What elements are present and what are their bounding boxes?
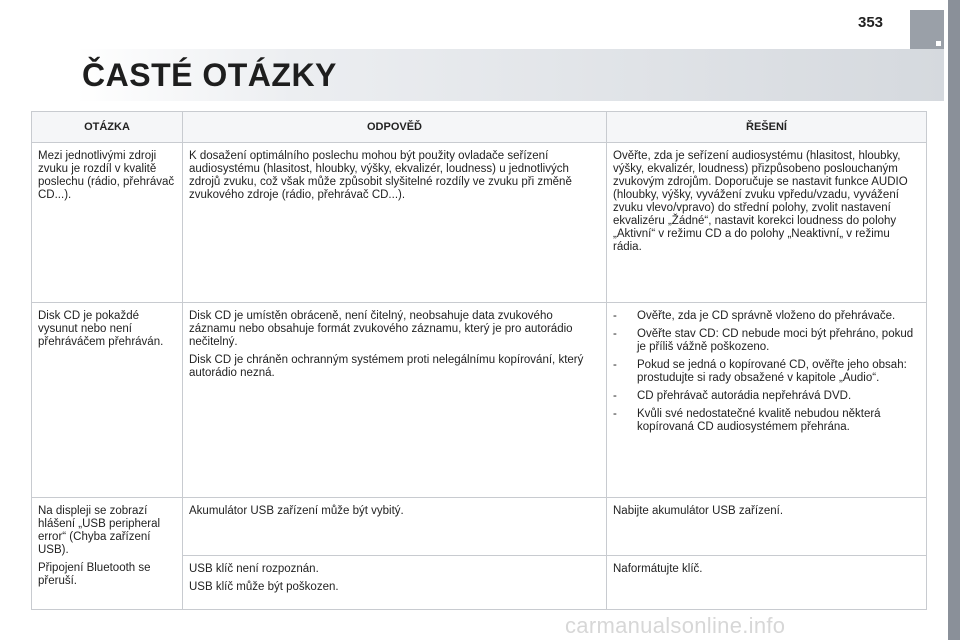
chapter-tab (910, 10, 944, 50)
question-cell (32, 303, 183, 498)
watermark: carmanualsonline.info (565, 613, 786, 638)
solution-item: - Pokud se jedná o kopírované CD, ověřte jeho obsah: prostudujte si rady obsažené v kapitole „Audio“. (613, 359, 920, 385)
answer-text: Disk CD je chráněn ochranným systémem proti nelegálnímu kopírování, který autorádio nezná. (189, 354, 584, 379)
solution-cell (607, 556, 927, 610)
header-solution: ŘEŠENÍ (607, 112, 927, 143)
tab-marker-icon (936, 41, 941, 46)
answer-cell (183, 556, 607, 610)
title-banner (64, 49, 944, 101)
answer-cell (183, 303, 607, 498)
solution-cell (607, 303, 927, 498)
solution-list (613, 310, 920, 434)
solution-item: - CD přehrávač autorádia nepřehrává DVD. (613, 390, 920, 403)
answer-text: USB klíč může být poškozen. (189, 581, 339, 593)
solution-cell (607, 143, 927, 303)
solution-text: Naformátujte klíč. (613, 563, 703, 575)
title-banner-notch (64, 49, 78, 101)
answer-cell (183, 143, 607, 303)
solution-cell (607, 498, 927, 556)
question-text: Mezi jednotlivými zdroji zvuku je rozdíl v kvalitě poslechu (rádio, přehrávač CD...). (38, 150, 175, 201)
question-text: Připojení Bluetooth se přeruší. (38, 562, 151, 587)
table-header-row (32, 112, 927, 143)
page-title: ČASTÉ OTÁZKY (82, 57, 337, 93)
answer-cell (183, 498, 607, 556)
answer-text: K dosažení optimálního poslechu mohou být použity ovladače seřízení audiosystému (hlasitost, hloubky, výšky, ekvalizér, loudness) u jednotlivých zdrojů zvuku, což však může způsobit slyšitelné rozdíly ve zvuku při změně zvukového zdroje (rádio, přehrávač CD...). (189, 150, 572, 201)
question-text: Disk CD je pokaždé vysunut nebo není přehráváčem přehráván. (38, 310, 164, 348)
solution-item: - Ověřte, zda je CD správně vloženo do přehrávače. (613, 310, 920, 323)
table-row (32, 143, 927, 303)
header-question: OTÁZKA (32, 112, 183, 143)
solution-item: - Kvůli své nedostatečné kvalitě nebudou některá kopírovaná CD audiosystémem přehrána. (613, 408, 920, 434)
page-number: 353 (858, 14, 884, 31)
header-answer: ODPOVĚĎ (183, 112, 607, 143)
answer-text: Akumulátor USB zařízení může být vybitý. (189, 505, 404, 517)
faq-table (31, 111, 927, 610)
question-cell (32, 498, 183, 610)
table-row (32, 498, 927, 556)
question-text: Na displeji se zobrazí hlášení „USB peripheral error“ (Chyba zařízení USB). (38, 505, 161, 556)
solution-text: Nabijte akumulátor USB zařízení. (613, 505, 784, 517)
answer-text: Disk CD je umístěn obráceně, není čitelný, neobsahuje data zvukového záznamu nebo obsahuje formát zvukového záznamu, který je pro autorádio nečitelný. (189, 310, 573, 348)
answer-text: USB klíč není rozpoznán. (189, 563, 319, 575)
table-row (32, 303, 927, 498)
side-bar (948, 0, 960, 640)
solution-text: Ověřte, zda je seřízení audiosystému (hlasitost, hloubky, výšky, ekvalizér, loudness) přizpůsobeno poslouchaným zvukovým zdrojům. Doporučuje se nastavit funkce AUDIO (hloubky, výšky, vyvážení zvuku vpředu/vzadu, vyvážení zvuku vlevo/vpravo) do střední polohy, zvolit nastavení ekvalizéru „Žádné“, nastavit korekci loudness do polohy „Aktivní“ v režimu CD a do polohy „Neaktivní„ v režimu rádia. (613, 150, 908, 253)
solution-item: - Ověřte stav CD: CD nebude moci být přehráno, pokud je příliš vážně poškozeno. (613, 328, 920, 354)
question-cell (32, 143, 183, 303)
